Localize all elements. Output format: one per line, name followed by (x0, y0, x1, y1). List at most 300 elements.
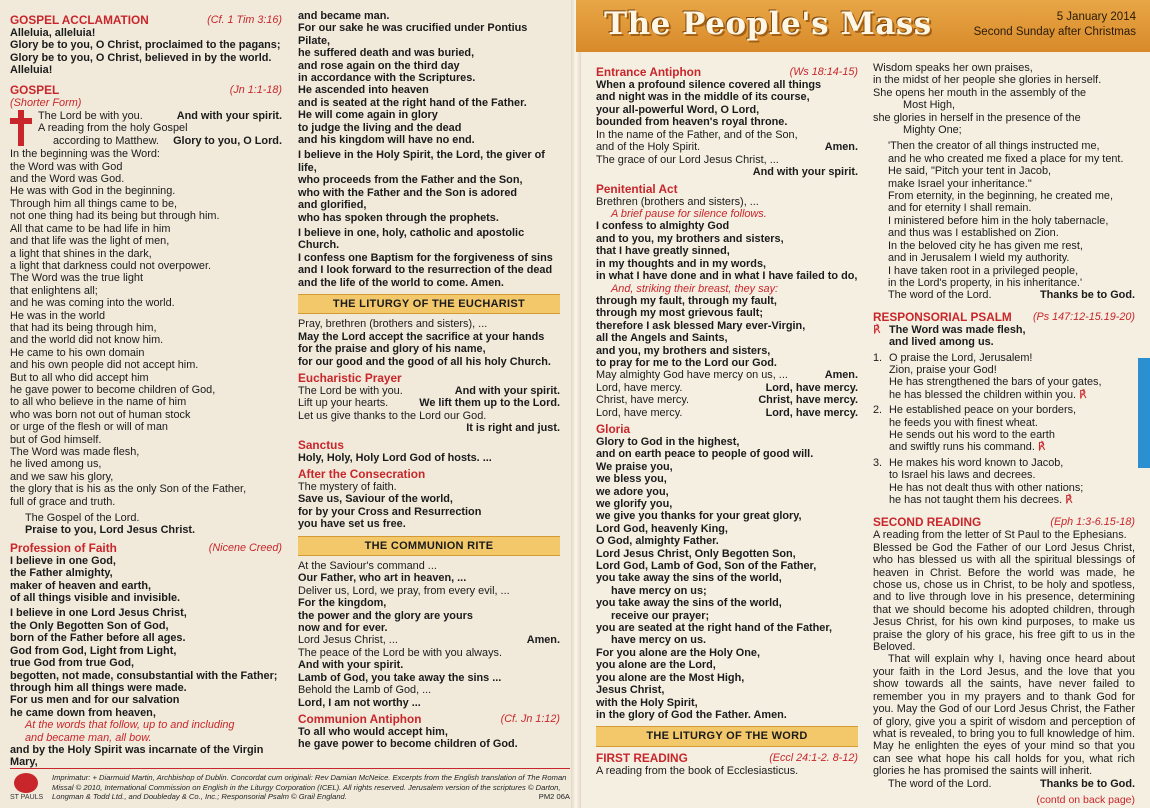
first-reading-text (873, 62, 1135, 99)
creed-text-a (10, 555, 282, 605)
text-line: Lord God, Lamb of God, Son of the Father, (596, 560, 817, 573)
sanctus-text: Holy, Holy, Holy Lord God of hosts. ... (298, 451, 492, 464)
text-line: For you alone are the Holy One, (596, 646, 760, 659)
text-line: I confess one Baptism for the forgiveness of sins (298, 251, 553, 264)
text-line: But to all who did accept him (10, 371, 149, 384)
heading-text: Sanctus (298, 437, 344, 452)
text-line: Glory be to you, O Christ, proclaimed to the pagans; (10, 39, 281, 52)
kyrie (596, 382, 858, 419)
verse-text: he has blessed the children within you. (889, 388, 1077, 401)
text-line: we glorify you, (596, 498, 673, 510)
heading-text: RESPONSORIAL PSALM (873, 309, 1012, 324)
text-line: your all-powerful Word, O Lord, (596, 103, 760, 116)
scripture-ref: (Cf. 1 Tim 3:16) (207, 14, 282, 26)
text-line: you take away the sins of the world, (596, 572, 782, 585)
text-line: I believe in one God, (10, 554, 116, 567)
text-line: For the kingdom, (298, 597, 387, 610)
verse-text: He has strengthened the bars of your gates, (889, 376, 1102, 389)
gloria-line: have mercy on us; (611, 584, 707, 597)
penitential-act-heading (596, 182, 858, 196)
text-line: therefore I ask blessed Mary ever-Virgin, (596, 319, 806, 332)
psalm-verses (873, 352, 1135, 510)
text-line: O God, almighty Father. (596, 535, 719, 548)
text-line: He was in the world (10, 309, 106, 322)
column-1 (10, 10, 282, 769)
creed-text-line: and by the Holy Spirit was incarnate of the Virgin Mary, (10, 743, 264, 769)
response: And with your spirit. (454, 384, 560, 397)
text-line: The Word was made flesh, (889, 323, 1026, 336)
response: Glory to you, O Lord. (173, 134, 282, 147)
logo-text: ST PAULS (10, 794, 44, 801)
text-line: all the Angels and Saints, (596, 332, 728, 345)
text-line: Glory to God in the highest, (596, 435, 740, 448)
text-line: and became man. (298, 10, 390, 22)
verse-number: 2. (873, 404, 883, 417)
page-title: The People's Mass (604, 6, 932, 42)
gospel-closing-versicle: The Gospel of the Lord. (25, 512, 140, 525)
text-line: and thus was I established on Zion. (888, 227, 1059, 240)
text-line: He was with God in the beginning. (10, 185, 176, 198)
dialogue-row (596, 407, 858, 419)
text-line: true God from true God, (10, 657, 135, 670)
verse-number: 3. (873, 456, 883, 469)
text-line: through him all things were made. (10, 681, 187, 694)
second-reading-para-1: Blessed be God the Father of our Lord Jesus Christ, who has blessed us with all the spiritual blessings of heaven in Christ. Before the world was made, he chose us, chose us in Christ, to be holy and spotless, and to live through love in his presence, determining that we should become his adopted children, through Jesus Christ, for his own kind purposes, to make us praise the glory of his grace, his free gift to us in the Beloved. (873, 541, 1135, 654)
versicle: The mystery of faith. (298, 481, 397, 493)
text-line: of all things visible and invisible. (10, 592, 181, 605)
text-line: bounded from heaven's royal throne. (596, 116, 788, 129)
text-line: He ascended into heaven (298, 84, 429, 97)
verse-number: 1. (873, 351, 883, 364)
text-line: for our good and the good of all his holy Church. (298, 355, 551, 368)
text-line: the Word was with God (10, 160, 123, 173)
creed-ref: (Nicene Creed) (208, 541, 282, 554)
text-line: I ministered before him in the holy tabernacle, (888, 214, 1109, 227)
psalm-heading (873, 310, 1135, 324)
heading-text: FIRST READING (596, 750, 688, 765)
response: Thanks be to God. (1040, 777, 1135, 790)
st-pauls-logo (10, 773, 44, 803)
text-line: in accordance with the Scriptures. (298, 72, 476, 85)
rubric: and became man, all bow. (25, 731, 152, 744)
gospel-acclamation-heading (10, 13, 282, 27)
creed-heading (10, 541, 282, 555)
text-line: and the world did not know him. (10, 334, 164, 347)
text-line: and to you, my brothers and sisters, (596, 232, 784, 245)
our-father: Our Father, who art in heaven, ... (298, 572, 467, 585)
gloria-line: receive our prayer; (611, 609, 710, 622)
psalm-verse-line (873, 364, 1135, 376)
text-line: For our sake he was crucified under Pontius Pilate, (298, 22, 528, 47)
reading-intro: A reading from the book of Ecclesiasticus. (596, 764, 799, 777)
versicle: At the Saviour's command ... (298, 560, 437, 573)
text-line: The Word was the true light (10, 272, 143, 285)
gloria-heading (596, 422, 858, 436)
shorter-form-note: (Shorter Form) (10, 96, 82, 109)
text-line: the glory that is his as the only Son of the Father, (10, 483, 247, 496)
response-mark-icon: ℟ (873, 323, 881, 336)
text-line: and glorified, (298, 199, 367, 212)
dialogue-row (596, 394, 858, 406)
heading-text: Penitential Act (596, 181, 678, 196)
versicle: Deliver us, Lord, we pray, from every evil, ... (298, 584, 510, 597)
imprimatur-footer (10, 768, 570, 803)
response: And with your spirit. (752, 166, 858, 179)
first-reading-heading (596, 751, 858, 765)
versicle: Lord, have mercy. (596, 406, 683, 419)
text-line: who proceeds from the Father and the Son, (298, 174, 523, 187)
dialogue-row (596, 382, 858, 394)
creed-continued-b (298, 149, 560, 223)
text-line: I believe in one Lord Jesus Christ, (10, 607, 187, 620)
dialogue-row (298, 385, 560, 397)
psalm-verse-line (873, 376, 1135, 388)
response: Amen. (526, 634, 560, 647)
text-line: When a profound silence covered all things (596, 79, 822, 91)
text-line: with the Holy Spirit, (596, 696, 698, 709)
response: We lift them up to the Lord. (419, 397, 560, 410)
response: Lord, have mercy. (765, 381, 858, 394)
versicle: A reading from the holy Gospel (38, 122, 188, 135)
text-line: and his kingdom will have no end. (298, 134, 475, 147)
text-line: In the beginning was the Word: (10, 148, 160, 161)
gospel-text (10, 148, 282, 508)
scripture-ref: (Cf. Jn 1:12) (500, 712, 560, 725)
text-line: in the midst of her people she glories in herself. (873, 74, 1102, 87)
eucharist-banner: THE LITURGY OF THE EUCHARIST (298, 294, 560, 314)
rubric: At the words that follow, up to and including (25, 719, 235, 732)
heading-text: GOSPEL ACCLAMATION (10, 13, 149, 27)
gloria-text (596, 436, 858, 585)
column-2 (298, 10, 560, 751)
text-line: He came to his own domain (10, 346, 145, 359)
scripture-ref: (Eccl 24:1-2. 8-12) (769, 751, 858, 764)
imprimatur-text: Imprimatur: + Diarmuid Martin, Archbishop of Dublin. Concordat cum originali: Rev Damian McNeice. Excerpts from the English translation of The Roman Missal © 2010, International Commission on English in the Liturgy Corporation (ICEL). All rights reserved. Jerusalem version of the scriptures © Darton, Longman & Todd Ltd., and Doubleday & Co., Inc.; Responsorial Psalm © Grail England. (52, 773, 567, 802)
heading-text: Profession of Faith (10, 540, 117, 555)
gospel-closing-response: Praise to you, Lord Jesus Christ. (25, 524, 196, 537)
column-3 (596, 62, 858, 777)
response-mark-icon: ℟ (1062, 494, 1073, 506)
response-mark-icon: ℟ (1034, 441, 1046, 454)
verse-text: He sends out his word to the earth (889, 428, 1055, 441)
text-line: and he was coming into the world. (10, 297, 175, 310)
heading-text: Communion Antiphon (298, 711, 422, 726)
heading-text: SECOND READING (873, 515, 982, 530)
date: 5 January 2014 (1056, 11, 1136, 23)
reading-line: Mighty One; (903, 124, 962, 137)
confiteor-text-2 (596, 295, 858, 369)
column-4 (873, 62, 1135, 806)
text-line: he suffered death and was buried, (298, 47, 475, 60)
entrance-antiphon-text (596, 79, 858, 129)
response: Christ, have mercy. (758, 394, 858, 407)
entrance-antiphon-heading (596, 65, 858, 79)
versicle: The Lord be with you. (298, 384, 403, 397)
psalm-verse-line (873, 417, 1135, 429)
text-line: to pray for me to the Lord our God. (596, 356, 777, 369)
liturgy-of-word-banner: THE LITURGY OF THE WORD (596, 726, 858, 746)
text-line: now and for ever. (298, 622, 388, 635)
heading-text: GOSPEL (10, 82, 60, 97)
text-line: he gave power to become children of God. (298, 738, 518, 751)
versicle: Lord Jesus Christ, ... (298, 634, 398, 647)
continued-note: (contd on back page) (1036, 793, 1135, 806)
communion-banner: THE COMMUNION RITE (298, 536, 560, 556)
text-line: Jesus Christ, (596, 684, 665, 697)
text-line: Lord Jesus Christ, Only Begotten Son, (596, 547, 796, 560)
text-line: in the glory of God the Father. Amen. (596, 708, 787, 721)
communion-antiphon-heading (298, 712, 560, 726)
response: And with your spirit. (298, 659, 404, 672)
text-line: the Only Begotten Son of God, (10, 619, 169, 632)
text-line: I believe in one, holy, catholic and apostolic Church. (298, 226, 525, 252)
text-line: we bless you, (596, 473, 667, 486)
absolution: May almighty God have mercy on us, ... (596, 369, 788, 382)
text-line: To all who would accept him, (298, 725, 448, 738)
creed-continued-c (298, 227, 560, 289)
response: Amen. (824, 369, 858, 382)
text-line: We praise you, (596, 460, 673, 473)
sanctus-heading (298, 438, 560, 452)
text-line: the Father almighty, (10, 567, 113, 580)
text-line: in what I have done and in what I have failed to do, (596, 270, 858, 283)
text-line: and night was in the middle of its course, (596, 91, 810, 104)
text-line: in the Lord's property, in his inheritance.' (888, 276, 1083, 289)
text-line: and I look forward to the resurrection of the dead (298, 264, 553, 277)
dialogue-row (298, 397, 560, 409)
page-edge-tab (1138, 358, 1150, 468)
scripture-ref: (Eph 1:3-6.15-18) (1050, 516, 1135, 529)
text-line: through my fault, through my fault, (596, 294, 777, 307)
text-line: and rose again on the third day (298, 59, 460, 72)
reading-intro: A reading from the letter of St Paul to the Ephesians. (873, 529, 1127, 542)
text-line: make Israel your inheritance." (888, 177, 1032, 190)
text-line: 'Then the creator of all things instructed me, (888, 140, 1100, 153)
psalm-verse-line (873, 469, 1135, 481)
text-line: to all who believe in the name of him (10, 396, 187, 409)
cross-icon (10, 110, 32, 146)
text-line: born of the Father before all ages. (10, 632, 186, 645)
psalm-verse-line (873, 494, 1135, 506)
response: It is right and just. (466, 422, 560, 435)
page-fold (571, 0, 581, 808)
scripture-ref: (Jn 1:1-18) (229, 83, 282, 96)
text-line: who with the Father and the Son is adored (298, 186, 518, 199)
confiteor-text (596, 220, 858, 282)
text-line: maker of heaven and earth, (10, 579, 152, 592)
text-line: and for eternity I shall remain. (888, 202, 1032, 215)
psalm-verse-line (873, 482, 1135, 494)
gospel-heading (10, 83, 282, 97)
rubric: A brief pause for silence follows. (611, 208, 767, 221)
consecration-heading (298, 467, 560, 481)
text-line: In the beloved city he has given me rest, (888, 239, 1083, 252)
text-line: begotten, not made, consubstantial with the Father; (10, 669, 278, 682)
versicle: Let us give thanks to the Lord our God. (298, 409, 487, 422)
text-line: through my most grievous fault; (596, 307, 763, 320)
verse-text: O praise the Lord, Jerusalem! (889, 351, 1033, 364)
versicle: Lord, have mercy. (596, 381, 683, 394)
text-line: He said, "Pitch your tent in Jacob, (888, 165, 1052, 178)
text-line: he lived among us, (10, 458, 102, 471)
gloria-text-2 (596, 647, 858, 721)
text-line: Lord God, heavenly King, (596, 522, 728, 535)
scripture-ref: (Ps 147:12-15.19-20) (1032, 310, 1135, 323)
date-block (974, 10, 1136, 40)
gospel-dialogue (10, 110, 282, 147)
text-line: not one thing had its being but through him. (10, 210, 220, 223)
acclamation-text (10, 27, 282, 77)
text-line: All that came to be had life in him (10, 222, 171, 235)
text-line: Wisdom speaks her own praises, (873, 62, 1033, 74)
reading-line: Most High, (903, 99, 956, 112)
psalm-response-text (889, 324, 1026, 349)
text-line: the power and the glory are yours (298, 609, 473, 622)
text-line: he came down from heaven, (10, 706, 156, 719)
text-line: and you, my brothers and sisters, (596, 344, 771, 357)
text-line: I confess to almighty God (596, 220, 730, 233)
text-line: For us men and for our salvation (10, 694, 180, 707)
verse-text: he has not taught them his decrees. (889, 494, 1063, 506)
text-line: who has spoken through the prophets. (298, 211, 499, 224)
text-line: you alone are the Lord, (596, 659, 716, 672)
text-line: that had its being through him, (10, 321, 157, 334)
heading-text: Entrance Antiphon (596, 65, 702, 79)
versicle: Behold the Lamb of God, ... (298, 684, 432, 697)
second-reading-heading (873, 515, 1135, 529)
text-line: He will come again in glory (298, 109, 438, 122)
greeting: The grace of our Lord Jesus Christ, ... (596, 153, 779, 166)
text-line: In the name of the Father, and of the Son, (596, 128, 798, 141)
text-line: and in Jerusalem I wield my authority. (888, 252, 1070, 265)
versicle: The word of the Lord. (888, 777, 992, 790)
dialogue-row (298, 410, 560, 422)
psalm-verse-line (873, 389, 1135, 401)
text-line: Through him all things came to be, (10, 197, 178, 210)
text-line: who was born not out of human stock (10, 408, 191, 421)
text-line: and his own people did not accept him. (10, 359, 199, 372)
text-line: and of the Holy Spirit. (596, 141, 701, 154)
first-reading-text-2 (873, 140, 1135, 289)
text-line: but of God himself. (10, 433, 102, 446)
scripture-ref: (Ws 18:14-15) (789, 66, 858, 78)
text-line: for the praise and glory of his name, (298, 343, 486, 356)
creed-continued-a (298, 10, 560, 146)
versicle: according to Matthew. (53, 134, 159, 147)
heading-text: After the Consecration (298, 467, 426, 481)
text-line: I believe in the Holy Spirit, the Lord, the giver of life, (298, 149, 545, 174)
text-line: to judge the living and the dead (298, 121, 462, 134)
heading-text: Gloria (596, 421, 631, 436)
text-line: and the Word was God. (10, 173, 125, 186)
psalm-verse-line (873, 441, 1135, 453)
preface-dialogue (298, 385, 560, 422)
communion-antiphon-text (298, 726, 560, 751)
text-line: and lived among us. (889, 336, 994, 349)
psalm-verse-line (873, 457, 1135, 469)
reading-line: she glories in herself in the presence of the (873, 111, 1081, 124)
text-line: Save us, Saviour of the world, (298, 493, 453, 506)
text-line: and we saw his glory, (10, 470, 114, 483)
versicle: Lift up your hearts. (298, 397, 389, 410)
text-line: Alleluia, alleluia! (10, 27, 96, 39)
text-line: that enlightens all; (10, 284, 98, 297)
verse-text: to Israel his laws and decrees. (889, 469, 1036, 482)
text-line: that I have greatly sinned, (596, 245, 730, 258)
liturgical-occasion: Second Sunday after Christmas (973, 26, 1136, 38)
eucharistic-prayer-heading (298, 371, 560, 385)
verse-text: He established peace on your borders, (889, 404, 1077, 417)
versicle: The peace of the Lord be with you always. (298, 646, 503, 659)
psalm-verse-line (873, 352, 1135, 364)
text-line: in my thoughts and in my words, (596, 257, 767, 270)
text-line: God from God, Light from Light, (10, 644, 177, 657)
text-line: May the Lord accept the sacrifice at your hands (298, 330, 545, 343)
response: Lord, I am not worthy ... (298, 696, 421, 709)
versicle: The Lord be with you. (38, 110, 143, 123)
text-line: you have set us free. (298, 518, 406, 531)
text-line: or urge of the flesh or will of man (10, 421, 168, 434)
print-code: PM2 06A (538, 792, 570, 802)
verse-text: He makes his word known to Jacob, (889, 456, 1064, 469)
orate-fratres: Pray, brethren (brothers and sisters), ... (298, 318, 488, 331)
text-line: and that life was the light of men, (10, 235, 170, 248)
text-line: and he who created me fixed a place for my tent. (888, 152, 1124, 165)
gloria-line: you take away the sins of the world, (596, 597, 782, 610)
response: Amen. (824, 141, 858, 154)
text-line: you alone are the Most High, (596, 671, 745, 684)
response: And with your spirit. (176, 110, 282, 123)
psalm-response (873, 324, 1135, 349)
second-reading-para-2: That will explain why I, having once heard about your faith in the Lord Jesus, and the love that you show towards all the saints, have never failed to remember you in my prayers and to thank God for you. May the God of our Lord Jesus Christ, the Father of glory, give you a spirit of wisdom and perception of what is revealed, to bring you to full knowledge of him. May he enlighten the eyes of your mind so that you can see what hope his call holds for you, what rich glories he has promised the saints will inherit. (873, 653, 1135, 778)
rubric: And, striking their breast, they say: (611, 282, 779, 295)
text-line: full of grace and truth. (10, 495, 116, 508)
text-line: Glory be to you, O Christ, believed in by the world. (10, 51, 272, 64)
verse-text: he feeds you with finest wheat. (889, 416, 1038, 429)
text-line: Alleluia! (10, 64, 53, 77)
gloria-line: you are seated at the right hand of the Father, (596, 622, 833, 635)
response-mark-icon: ℟ (1076, 388, 1087, 401)
agnus-dei: Lamb of God, you take away the sins ... (298, 671, 502, 684)
heading-text: Eucharistic Prayer (298, 370, 402, 385)
text-line: She opens her mouth in the assembly of the (873, 86, 1087, 99)
text-line: The Word was made flesh, (10, 446, 140, 458)
invitation: Brethren (brothers and sisters), ... (596, 195, 759, 208)
text-line: we adore you, (596, 485, 669, 498)
gloria-line: have mercy on us. (611, 634, 707, 647)
response: Thanks be to God. (1040, 289, 1135, 302)
text-line: and on earth peace to people of good will. (596, 448, 814, 461)
verse-text: Zion, praise your God! (889, 363, 997, 376)
psalm-verse-line (873, 404, 1135, 416)
doxology-response (298, 597, 560, 634)
text-line: he gave power to become children of God, (10, 383, 216, 396)
text-line: we give you thanks for your great glory, (596, 510, 802, 523)
text-line: a light that shines in the dark, (10, 247, 152, 260)
text-line: and is seated at the right hand of the Father. (298, 96, 527, 109)
mystery-of-faith-response (298, 493, 560, 530)
suscipiat-response (298, 331, 560, 368)
verse-text: He has not dealt thus with other nations; (889, 481, 1084, 494)
verse-text: and swiftly runs his command. (889, 441, 1035, 454)
text-line: and the life of the world to come. Amen. (298, 276, 504, 289)
creed-text-b (10, 607, 282, 719)
text-line: a light that darkness could not overpower. (10, 259, 211, 272)
text-line: I have taken root in a privileged people, (888, 264, 1079, 277)
text-line: From eternity, in the beginning, he created me, (888, 190, 1113, 203)
versicle: The word of the Lord. (888, 289, 992, 302)
text-line: for by your Cross and Resurrection (298, 505, 482, 518)
